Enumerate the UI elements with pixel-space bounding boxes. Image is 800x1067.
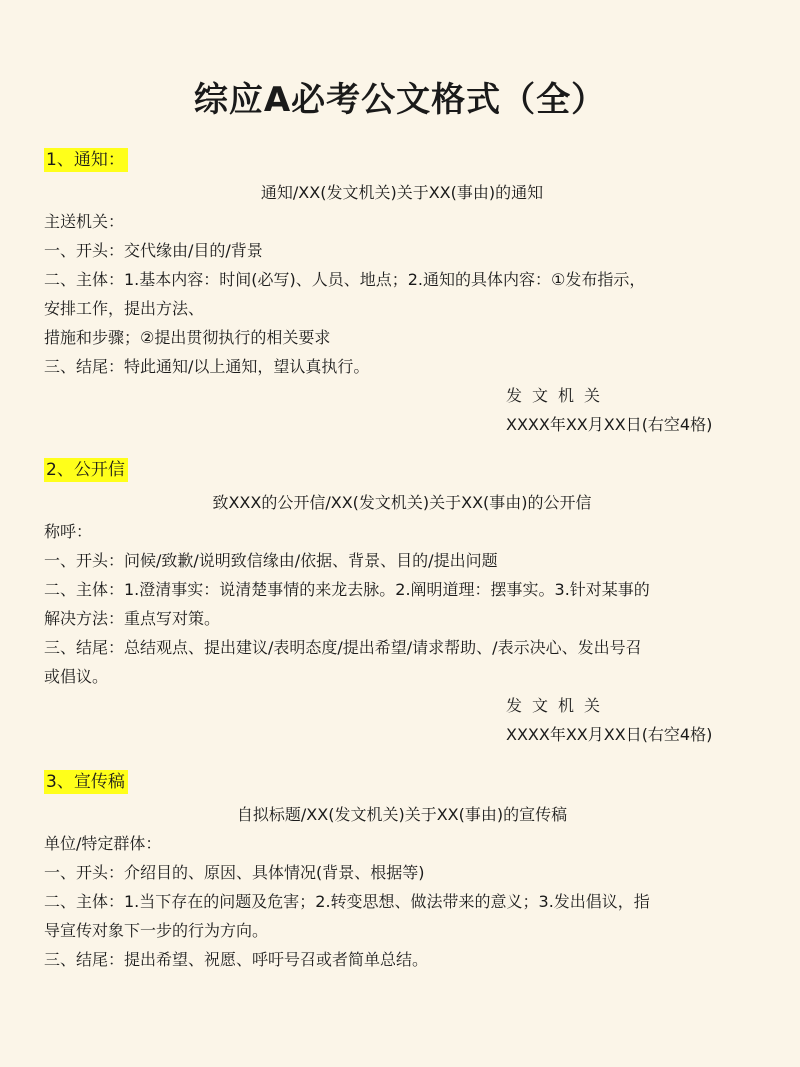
body-line: 称呼： [44, 522, 93, 541]
body-line: 二、主体：1.基本内容：时间(必写)、人员、地点；2.通知的具体内容：①发布指示， [44, 270, 646, 289]
body-line: 解决方法：重点写对策。 [44, 609, 221, 628]
section-heading: 3、宣传稿 [44, 770, 128, 794]
body-line: 一、开头：问候/致歉/说明致信缘由/依据、背景、目的/提出问题 [44, 551, 498, 570]
signature-date: XXXX年XX月XX日(右空4格) [506, 415, 713, 434]
signature-org: 发文机关 [506, 386, 611, 405]
page-title: 综应A必考公文格式（全） [193, 80, 607, 120]
section-center-title: 通知/XX(发文机关)关于XX(事由)的通知 [260, 183, 544, 202]
body-line: 或倡议。 [44, 667, 109, 686]
section-heading: 2、公开信 [44, 458, 128, 482]
body-line: 三、结尾：总结观点、提出建议/表明态度/提出希望/请求帮助、/表示决心、发出号召 [44, 638, 642, 657]
section-open-letter [44, 458, 760, 749]
body-line: 单位/特定群体： [44, 834, 162, 853]
body-line: 二、主体：1.澄清事实：说清楚事情的来龙去脉。2.阐明道理：摆事实。3.针对某事的 [44, 580, 650, 599]
body-line: 措施和步骤；②提出贯彻执行的相关要求 [44, 328, 331, 347]
section-center-title: 自拟标题/XX(发文机关)关于XX(事由)的宣传稿 [236, 805, 568, 824]
body-line: 三、结尾：提出希望、祝愿、呼吁号召或者简单总结。 [44, 950, 429, 969]
section-heading: 1、通知： [44, 148, 128, 172]
body-line: 三、结尾：特此通知/以上通知，望认真执行。 [44, 357, 370, 376]
body-line: 安排工作，提出方法、 [44, 299, 205, 318]
signature-date: XXXX年XX月XX日(右空4格) [506, 725, 713, 744]
body-line: 一、开头：介绍目的、原因、具体情况(背景、根据等) [44, 863, 425, 882]
body-line: 导宣传对象下一步的行为方向。 [44, 921, 269, 940]
signature-org: 发文机关 [506, 696, 611, 715]
section-center-title: 致XXX的公开信/XX(发文机关)关于XX(事由)的公开信 [212, 493, 592, 512]
section-publicity [44, 770, 760, 974]
section-notice [44, 148, 760, 439]
body-line: 二、主体：1.当下存在的问题及危害；2.转变思想、做法带来的意义；3.发出倡议，指 [44, 892, 650, 911]
body-line: 主送机关： [44, 212, 125, 231]
body-line: 一、开头：交代缘由/目的/背景 [44, 241, 263, 260]
